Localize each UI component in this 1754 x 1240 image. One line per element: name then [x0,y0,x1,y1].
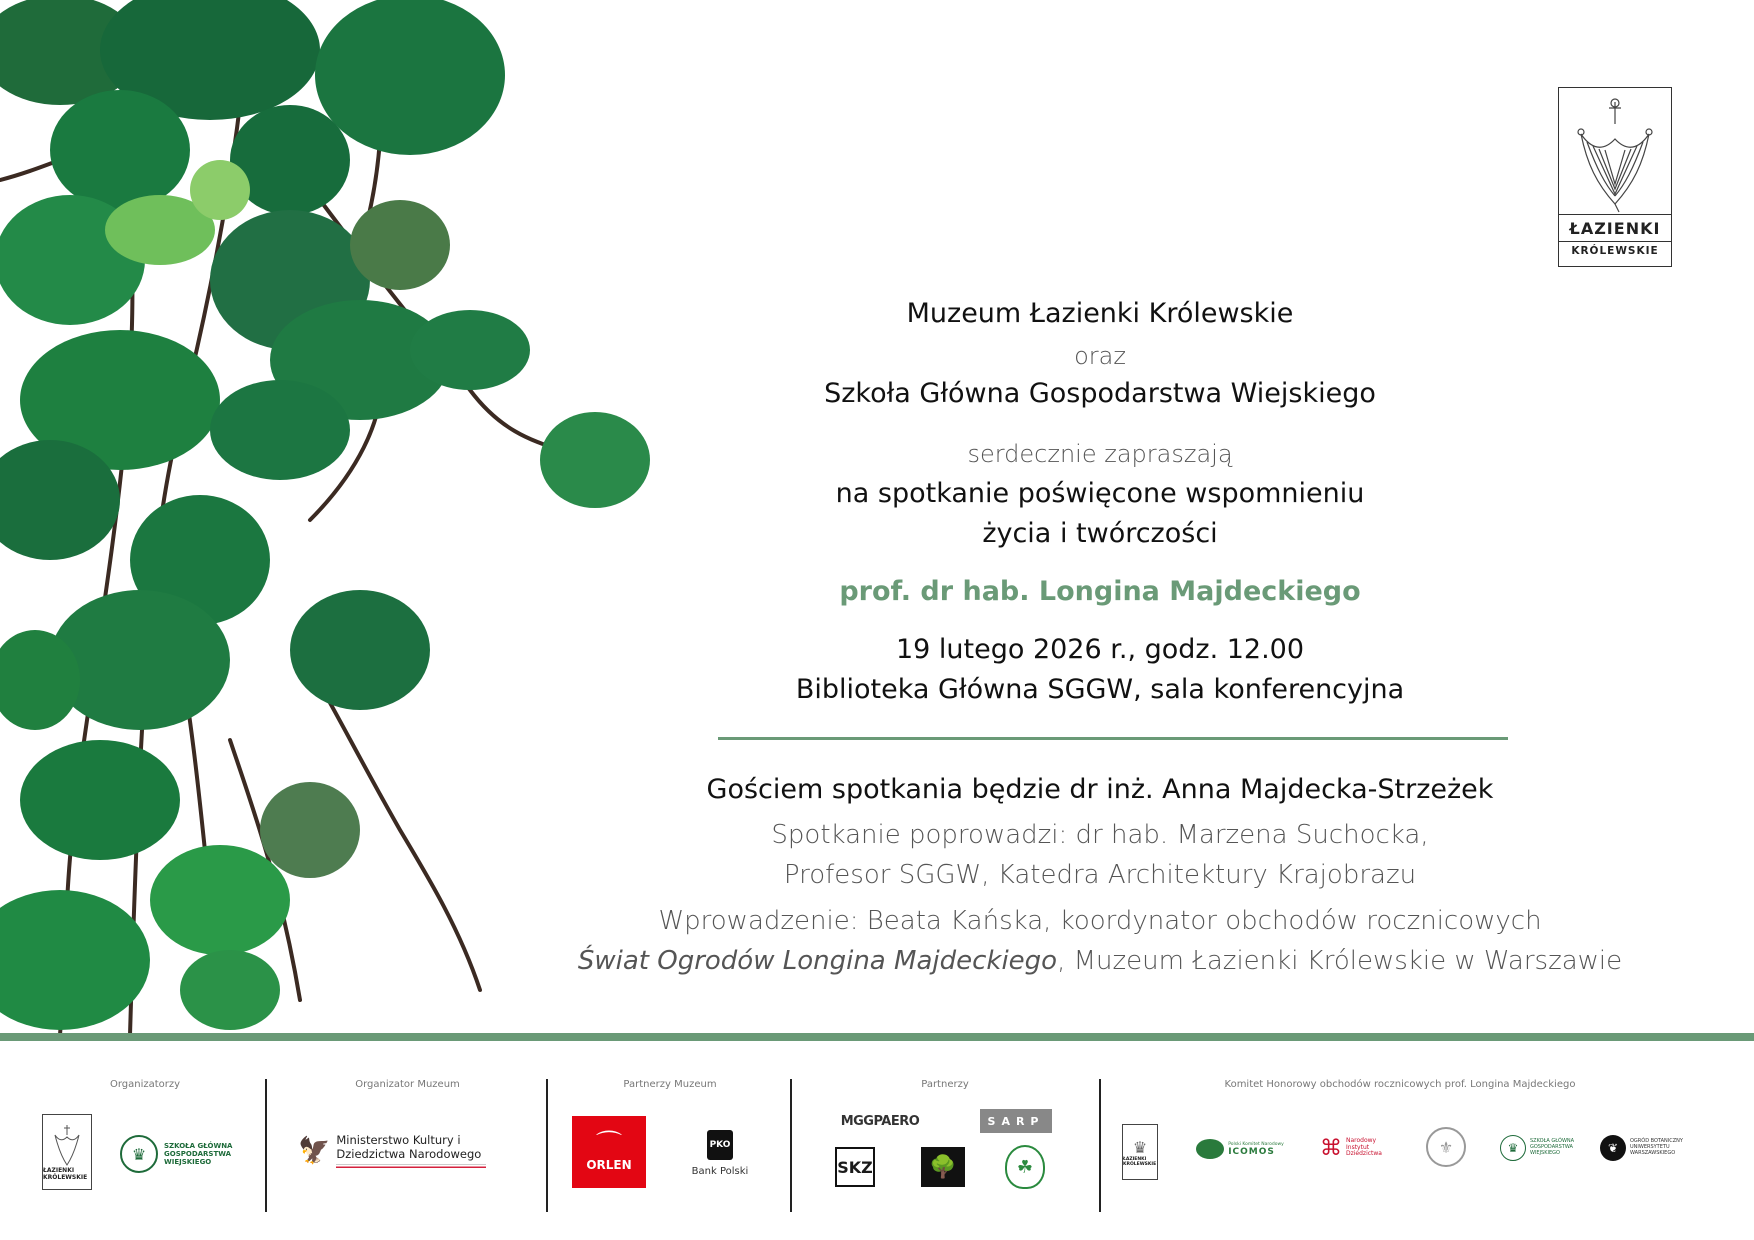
nid-emblem-icon: ⌘ [1320,1135,1342,1161]
lazienki-logo-small [42,1114,92,1190]
icomos-name: ICOMOS [1228,1146,1275,1157]
group-separator [546,1079,548,1212]
icomos-logo [1190,1134,1290,1164]
group-museum-organizer [270,1079,545,1214]
honoree-name: prof. dr hab. Longina Majdeckiego [839,576,1361,607]
moderator-line-2: Profesor SGGW, Katedra Architektury Krajobrazu [783,860,1417,890]
lazienki-krolewskie-logo [1558,87,1672,267]
ministry-name: Ministerstwo Kultury i Dziedzictwa Narodowego [336,1133,482,1161]
nid-logo [1320,1131,1400,1165]
icomos-emblem-icon [1196,1139,1224,1159]
orlen-eagle-icon: ⌒ [595,1130,622,1160]
crown-crest-icon [49,1123,85,1167]
sggw-name: SZKOŁA GŁÓWNA GOSPODARSTWA WIEJSKIEGO [1530,1138,1575,1156]
sggw-emblem-icon: ♛ [1500,1135,1526,1161]
intro-line-2 [560,946,1640,976]
crown-crest-icon [1567,94,1663,214]
icomos-sub: Polski Komitet Narodowy [1228,1141,1284,1147]
host-2: Szkoła Główna Gospodarstwa Wiejskiego [824,378,1376,409]
logo-name-line1: ŁAZIENKI [1559,214,1671,238]
group-label: Komitet Honorowy obchodów rocznicowych prof. Longina Majdeckiego [1224,1079,1576,1090]
group-separator [1099,1079,1101,1212]
group-partners [795,1079,1095,1214]
nid-name: Narodowy Instytut Dziedzictwa [1346,1136,1382,1158]
logo-text: ŁAZIENKI KRÓLEWSKIE [43,1167,88,1181]
guest-line: Gościem spotkania będzie dr inż. Anna Majdecka-Strzeżek [706,774,1494,805]
botanical-garden-name: OGRÓD BOTANICZNY UNIWERSYTETU WARSZAWSKIEGO [1630,1138,1683,1156]
sggw-logo-small [1500,1133,1582,1163]
group-label: Organizator Muzeum [355,1079,460,1090]
sponsors-footer [0,1041,1754,1240]
ginkgo-leaf-icon: ❦ [1600,1135,1626,1161]
mggp-aero-logo [830,1109,930,1133]
footer-divider [0,1033,1754,1041]
logo-name-line2: KRÓLEWSKIE [1559,241,1671,260]
pko-mark-icon: PKO [707,1130,733,1160]
sito-emblem-logo: ☘ [1005,1145,1045,1189]
sggw-emblem-icon: ♛ [120,1135,158,1173]
eagle-emblem-icon: 🦅 [298,1136,331,1166]
tree-emblem-logo: 🌳 [921,1147,965,1187]
group-honorary-committee [1110,1079,1730,1214]
group-label: Partnerzy Muzeum [623,1079,717,1090]
conjunction: oraz [1074,342,1126,370]
moderator-line-1: Spotkanie poprowadzi: dr hab. Marzena Suchocka, [771,820,1429,850]
group-organizers [30,1079,260,1214]
ministry-culture-logo [298,1129,518,1173]
mggp-aero-name: MGGPAERO [840,1113,920,1129]
event-venue: Biblioteka Główna SGGW, sala konferencyjna [795,674,1405,705]
event-datetime: 19 lutego 2026 r., godz. 12.00 [895,634,1305,665]
group-museum-partners [550,1079,790,1214]
host-1: Muzeum Łazienki Królewskie [906,298,1294,329]
sggw-logo [120,1134,250,1174]
group-label: Organizatorzy [109,1079,181,1090]
sarp-logo: SARP [980,1109,1052,1133]
university-seal-logo: ⚜ [1426,1127,1466,1167]
section-divider [718,737,1508,740]
group-separator [265,1079,267,1212]
topic-line-2: życia i twórczości [982,518,1218,549]
bank-polski-name: Bank Polski [691,1166,749,1178]
intro-series-title: Świat Ogrodów Longina Majdeckiego [577,946,1058,976]
logo-text: ŁAZIENKI KRÓLEWSKIE [1123,1156,1157,1167]
group-label: Partnerzy [921,1079,969,1090]
botanical-garden-logo [1600,1133,1690,1163]
skz-logo: SKZ [835,1147,875,1187]
flag-stripe [336,1164,486,1168]
intro-line-1: Wprowadzenie: Beata Kańska, koordynator obchodów rocznicowych [658,906,1542,936]
sggw-name: SZKOŁA GŁÓWNA GOSPODARSTWA WIEJSKIEGO [164,1141,233,1167]
orlen-logo [572,1116,646,1188]
intro-line-2-rest: , Muzeum Łazienki Królewskie w Warszawie [1057,946,1623,976]
bank-polski-logo [680,1119,760,1189]
invite-phrase: serdecznie zapraszają [967,440,1233,468]
topic-line-1: na spotkanie poświęcone wspomnieniu [835,478,1365,509]
group-separator [790,1079,792,1212]
lazienki-logo-small [1122,1124,1158,1180]
orlen-name: ORLEN [586,1158,632,1172]
crown-crest-icon: ♛ [1132,1137,1148,1157]
